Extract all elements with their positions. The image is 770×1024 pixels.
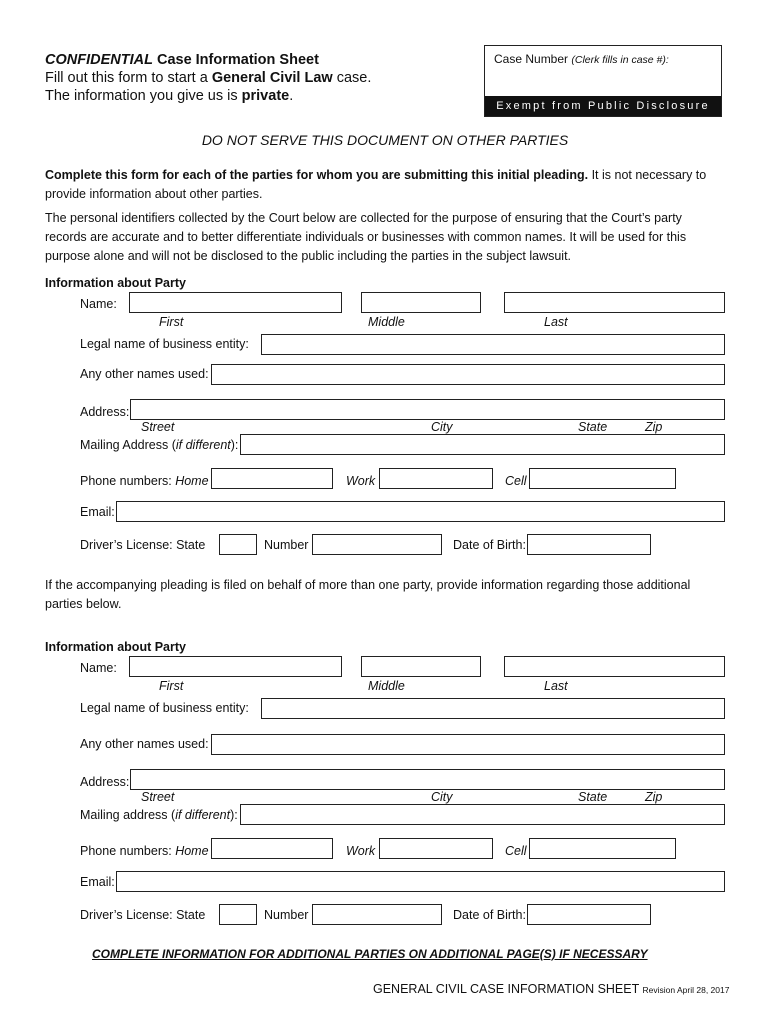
party1-phone-label-text: Phone numbers: — [80, 474, 176, 488]
party2-middle-name-input[interactable] — [361, 656, 481, 677]
party2-cell-phone-input[interactable] — [529, 838, 676, 859]
subtitle-1-pre: Fill out this form to start a — [45, 70, 212, 86]
party1-phone-label — [80, 474, 209, 488]
party2-email-label: Email: — [80, 875, 115, 889]
party1-mailing-post: ): — [230, 438, 239, 452]
party2-address-label: Address: — [80, 775, 130, 789]
party1-name-label: Name: — [80, 297, 117, 311]
case-number-note: (Clerk fills in case #): — [571, 54, 669, 66]
party2-dob-input[interactable] — [527, 904, 651, 925]
party1-heading: Information about Party — [45, 276, 186, 290]
party2-mailing-pre: Mailing address ( — [80, 808, 176, 822]
confidential-label: CONFIDENTIAL — [45, 52, 153, 68]
party2-heading: Information about Party — [45, 640, 186, 654]
party1-address-label: Address: — [80, 405, 130, 419]
party2-city-caption: City — [431, 790, 453, 804]
party1-zip-caption: Zip — [645, 420, 663, 434]
party1-dl-label: Driver’s License: State — [80, 538, 206, 552]
party2-business-label: Legal name of business entity: — [80, 701, 249, 715]
intro-paragraph-2: The personal identifiers collected by the Court below are collected for the purpose of ensuring that the Court’s party records are accurate and to better differentiate individuals or businesses with common names. It will be used for this purpose alone and will not be disclosed to the public including the parties in the subject lawsuit. — [45, 211, 687, 263]
party2-work-phone-input[interactable] — [379, 838, 493, 859]
party2-address-input[interactable] — [130, 769, 725, 790]
exempt-banner: Exempt from Public Disclosure — [485, 96, 721, 116]
party1-dob-label: Date of Birth: — [453, 538, 526, 552]
case-number-label — [494, 52, 669, 66]
party1-street-caption: Street — [141, 420, 175, 434]
party1-dob-input[interactable] — [527, 534, 651, 555]
party1-email-input[interactable] — [116, 501, 725, 522]
party2-first-caption: First — [159, 679, 184, 693]
case-number-label-text: Case Number — [494, 52, 572, 66]
party2-last-caption: Last — [544, 679, 568, 693]
party1-first-caption: First — [159, 315, 184, 329]
subtitle-2-post: . — [289, 88, 294, 104]
subtitle-2-bold: private — [241, 88, 290, 104]
party2-mailing-label — [80, 808, 238, 822]
intro-bold: Complete this form for each of the parties for whom you are submitting this initial pleading. — [45, 168, 589, 182]
intro-rest: It is not necessary to provide information about other parties. — [45, 168, 707, 201]
party2-dl-state-input[interactable] — [219, 904, 257, 925]
party1-state-caption: State — [578, 420, 608, 434]
subtitle-line-2 — [45, 88, 293, 104]
party1-other-names-label: Any other names used: — [80, 367, 209, 381]
party2-other-names-input[interactable] — [211, 734, 725, 755]
party2-business-input[interactable] — [261, 698, 725, 719]
party2-dob-label: Date of Birth: — [453, 908, 526, 922]
party2-phone-label-text: Phone numbers: — [80, 844, 176, 858]
party1-email-label: Email: — [80, 505, 115, 519]
party1-home-phone-input[interactable] — [211, 468, 333, 489]
party1-first-name-input[interactable] — [129, 292, 342, 313]
party2-work-caption: Work — [346, 844, 376, 858]
form-title — [45, 52, 319, 68]
form-footer — [373, 982, 729, 996]
subtitle-1-post: case. — [332, 70, 372, 86]
party1-business-input[interactable] — [261, 334, 725, 355]
party2-home-caption: Home — [175, 844, 209, 858]
case-number-box[interactable] — [484, 45, 722, 117]
party2-first-name-input[interactable] — [129, 656, 342, 677]
party1-dl-state-input[interactable] — [219, 534, 257, 555]
party1-dl-number-input[interactable] — [312, 534, 442, 555]
additional-pages-notice: COMPLETE INFORMATION FOR ADDITIONAL PARTIES ON ADDITIONAL PAGE(S) IF NECESSARY — [92, 947, 648, 961]
party2-cell-caption: Cell — [505, 844, 527, 858]
subtitle-2-pre: The information you give us is — [45, 88, 242, 104]
do-not-serve-warning: DO NOT SERVE THIS DOCUMENT ON OTHER PARTIES — [201, 132, 569, 148]
party1-address-input[interactable] — [130, 399, 725, 420]
party1-middle-name-input[interactable] — [361, 292, 481, 313]
party2-name-label: Name: — [80, 661, 117, 675]
party1-cell-caption: Cell — [505, 474, 527, 488]
party2-home-phone-input[interactable] — [211, 838, 333, 859]
party1-mailing-pre: Mailing Address ( — [80, 438, 176, 452]
party2-last-name-input[interactable] — [504, 656, 725, 677]
party2-mailing-input[interactable] — [240, 804, 725, 825]
subtitle-1-bold: General Civil Law — [211, 70, 333, 86]
footer-form-name: GENERAL CIVIL CASE INFORMATION SHEET — [373, 982, 640, 996]
party2-dl-label: Driver’s License: State — [80, 908, 206, 922]
party2-mailing-it: if different — [175, 808, 231, 822]
title-text: Case Information Sheet — [152, 52, 319, 68]
party2-street-caption: Street — [141, 790, 175, 804]
party2-middle-caption: Middle — [368, 679, 405, 693]
party2-other-names-label: Any other names used: — [80, 737, 209, 751]
party2-email-input[interactable] — [116, 871, 725, 892]
intro-paragraph-1 — [45, 166, 725, 204]
party2-phone-label — [80, 844, 209, 858]
party2-zip-caption: Zip — [645, 790, 663, 804]
party1-number-label: Number — [264, 538, 309, 552]
party2-dl-number-input[interactable] — [312, 904, 442, 925]
party2-mailing-post: ): — [230, 808, 238, 822]
party1-work-phone-input[interactable] — [379, 468, 493, 489]
party2-number-label: Number — [264, 908, 309, 922]
party1-home-caption: Home — [175, 474, 209, 488]
footer-revision: Revision April 28, 2017 — [642, 985, 730, 995]
party1-mailing-label — [80, 438, 238, 452]
subtitle-line-1 — [45, 70, 371, 86]
party1-mailing-it: if different — [175, 438, 231, 452]
party1-business-label: Legal name of business entity: — [80, 337, 249, 351]
party1-cell-phone-input[interactable] — [529, 468, 676, 489]
additional-parties-note: If the accompanying pleading is filed on behalf of more than one party, provide information regarding those additional parties below. — [45, 578, 691, 611]
party1-last-caption: Last — [544, 315, 568, 329]
party2-state-caption: State — [578, 790, 608, 804]
party1-mailing-input[interactable] — [240, 434, 725, 455]
party1-other-names-input[interactable] — [211, 364, 725, 385]
party1-city-caption: City — [431, 420, 453, 434]
party1-last-name-input[interactable] — [504, 292, 725, 313]
party1-middle-caption: Middle — [368, 315, 405, 329]
party1-work-caption: Work — [346, 474, 376, 488]
